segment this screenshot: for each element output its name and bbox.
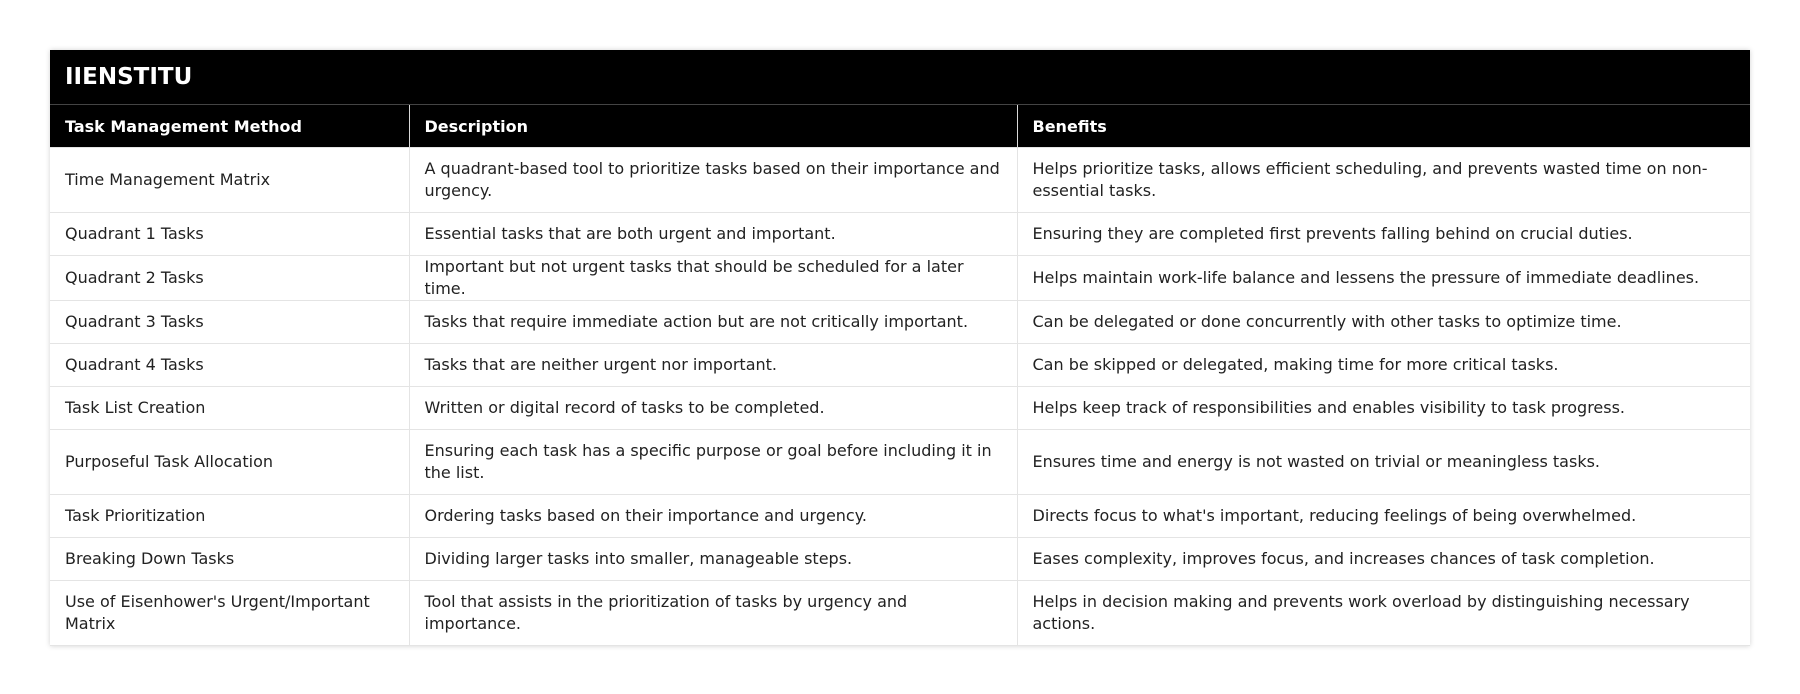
- method-cell: Quadrant 4 Tasks: [50, 344, 409, 387]
- benefits-cell: Helps maintain work-life balance and lessens the pressure of immediate deadlines.: [1017, 256, 1750, 301]
- table-row: [50, 148, 1750, 213]
- method-cell: Quadrant 2 Tasks: [50, 256, 409, 301]
- table-row: [50, 344, 1750, 387]
- description-cell: Essential tasks that are both urgent and important.: [409, 213, 1017, 256]
- column-header-method: Task Management Method: [50, 105, 409, 148]
- task-methods-table: [50, 105, 1750, 646]
- description-cell: Dividing larger tasks into smaller, manageable steps.: [409, 538, 1017, 581]
- table-card: [50, 50, 1750, 646]
- benefits-cell: Eases complexity, improves focus, and increases chances of task completion.: [1017, 538, 1750, 581]
- table-row: [50, 387, 1750, 430]
- description-cell: Ensuring each task has a specific purpose or goal before including it in the list.: [409, 430, 1017, 495]
- benefits-cell: Can be skipped or delegated, making time for more critical tasks.: [1017, 344, 1750, 387]
- method-cell: Breaking Down Tasks: [50, 538, 409, 581]
- table-row: [50, 256, 1750, 301]
- method-cell: Time Management Matrix: [50, 148, 409, 213]
- method-cell: Purposeful Task Allocation: [50, 430, 409, 495]
- description-cell: Tasks that require immediate action but are not critically important.: [409, 301, 1017, 344]
- method-cell: Use of Eisenhower's Urgent/Important Matrix: [50, 581, 409, 646]
- benefits-cell: Helps prioritize tasks, allows efficient scheduling, and prevents wasted time on non-essential tasks.: [1017, 148, 1750, 213]
- table-row: [50, 430, 1750, 495]
- benefits-cell: Ensuring they are completed first prevents falling behind on crucial duties.: [1017, 213, 1750, 256]
- table-row: [50, 581, 1750, 646]
- benefits-cell: Helps in decision making and prevents work overload by distinguishing necessary actions.: [1017, 581, 1750, 646]
- table-row: [50, 301, 1750, 344]
- header-row: [50, 105, 1750, 148]
- description-cell: Written or digital record of tasks to be completed.: [409, 387, 1017, 430]
- benefits-cell: Helps keep track of responsibilities and enables visibility to task progress.: [1017, 387, 1750, 430]
- table-row: [50, 213, 1750, 256]
- column-header-description: Description: [409, 105, 1017, 148]
- method-cell: Task List Creation: [50, 387, 409, 430]
- benefits-cell: Ensures time and energy is not wasted on trivial or meaningless tasks.: [1017, 430, 1750, 495]
- method-cell: Quadrant 3 Tasks: [50, 301, 409, 344]
- description-cell: Tool that assists in the prioritization of tasks by urgency and importance.: [409, 581, 1017, 646]
- table-row: [50, 495, 1750, 538]
- method-cell: Quadrant 1 Tasks: [50, 213, 409, 256]
- description-cell: Important but not urgent tasks that should be scheduled for a later time.: [409, 256, 1017, 301]
- column-header-benefits: Benefits: [1017, 105, 1750, 148]
- description-cell: Tasks that are neither urgent nor important.: [409, 344, 1017, 387]
- benefits-cell: Directs focus to what's important, reducing feelings of being overwhelmed.: [1017, 495, 1750, 538]
- brand-title: IIENSTITU: [50, 50, 1750, 105]
- description-cell: A quadrant-based tool to prioritize tasks based on their importance and urgency.: [409, 148, 1017, 213]
- description-cell: Ordering tasks based on their importance and urgency.: [409, 495, 1017, 538]
- benefits-cell: Can be delegated or done concurrently with other tasks to optimize time.: [1017, 301, 1750, 344]
- table-row: [50, 538, 1750, 581]
- method-cell: Task Prioritization: [50, 495, 409, 538]
